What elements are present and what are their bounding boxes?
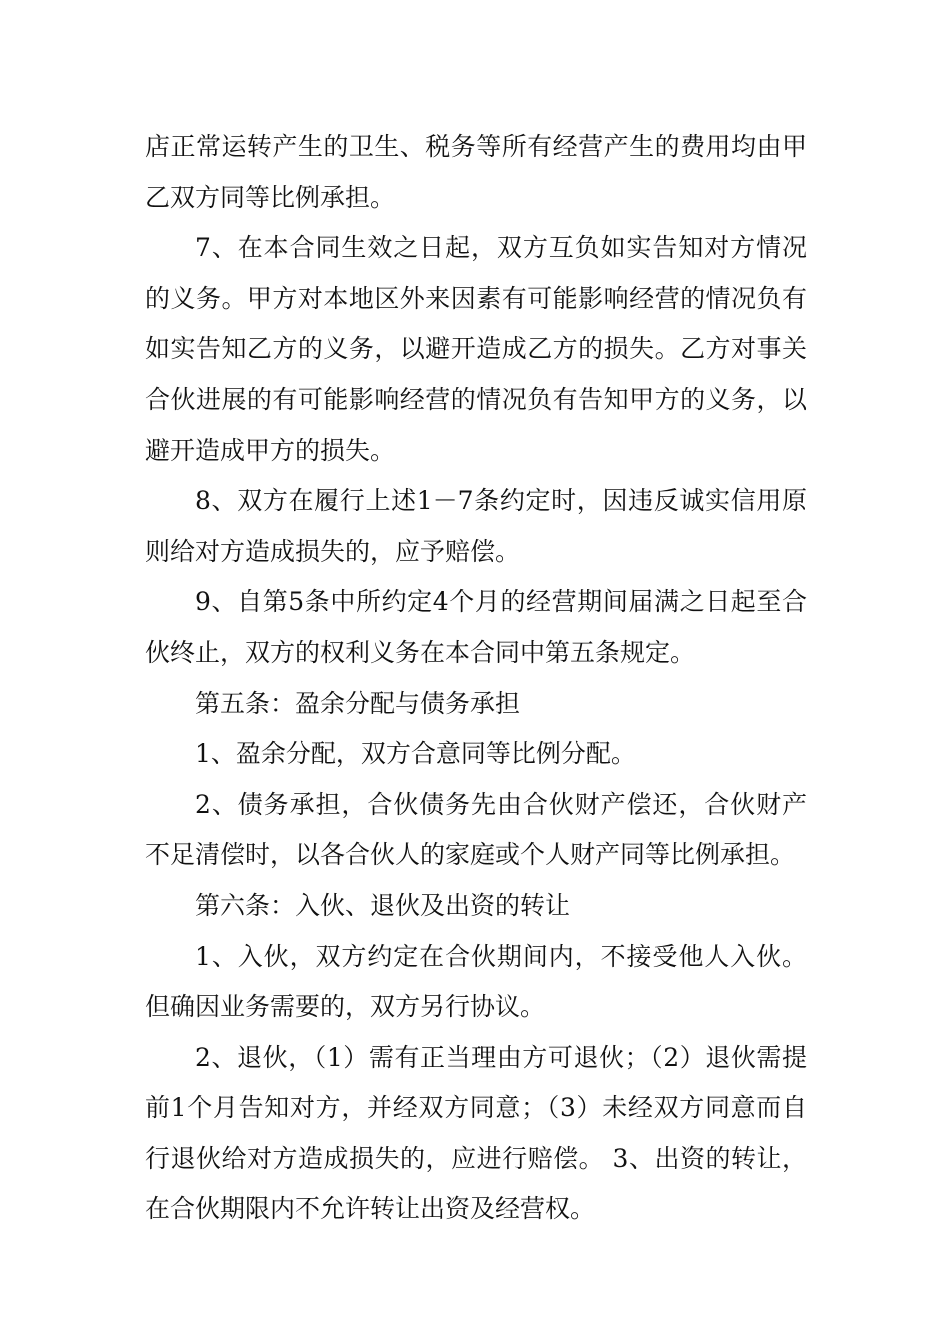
paragraph-admission: 1、入伙，双方约定在合伙期间内，不接受他人入伙。但确因业务需要的，双方另行协议。 <box>145 941 807 1022</box>
paragraph-clause-9: 9、自第5条中所约定4个月的经营期间届满之日起至合伙终止，双方的权利义务在本合同中第五条规定。 <box>145 587 807 667</box>
paragraph-expense-sharing: 店正常运转产生的卫生、税务等所有经营产生的费用均由甲乙双方同等比例承担。 <box>145 132 807 212</box>
document-body <box>145 122 807 1235</box>
paragraph-clause-7: 7、在本合同生效之日起，双方互负如实告知对方情况的义务。甲方对本地区外来因素有可能影响经营的情况负有如实告知乙方的义务，以避开造成乙方的损失。乙方对事关合伙进展的有可能影响经营的情况负有告知甲方的义务，以避开造成甲方的损失。 <box>145 233 807 465</box>
heading-article-6: 第六条：入伙、退伙及出资的转让 <box>195 890 571 920</box>
heading-article-5: 第五条：盈余分配与债务承担 <box>195 688 521 718</box>
paragraph-withdrawal-transfer: 2、退伙，（1）需有正当理由方可退伙；（2）退伙需提前1个月告知对方，并经双方同意；（3）未经双方同意而自行退伙给对方造成损失的，应进行赔偿。 3、出资的转让，在合伙期限内不允许转让出资及经营权。 <box>145 1042 807 1224</box>
paragraph-debt-bearing: 2、债务承担，合伙债务先由合伙财产偿还，合伙财产不足清偿时，以各合伙人的家庭或个人财产同等比例承担。 <box>145 789 807 870</box>
paragraph-profit-distribution: 1、盈余分配，双方合意同等比例分配。 <box>195 739 636 769</box>
paragraph-clause-8: 8、双方在履行上述1－7条约定时，因违反诚实信用原则给对方造成损失的，应予赔偿。 <box>145 486 807 566</box>
